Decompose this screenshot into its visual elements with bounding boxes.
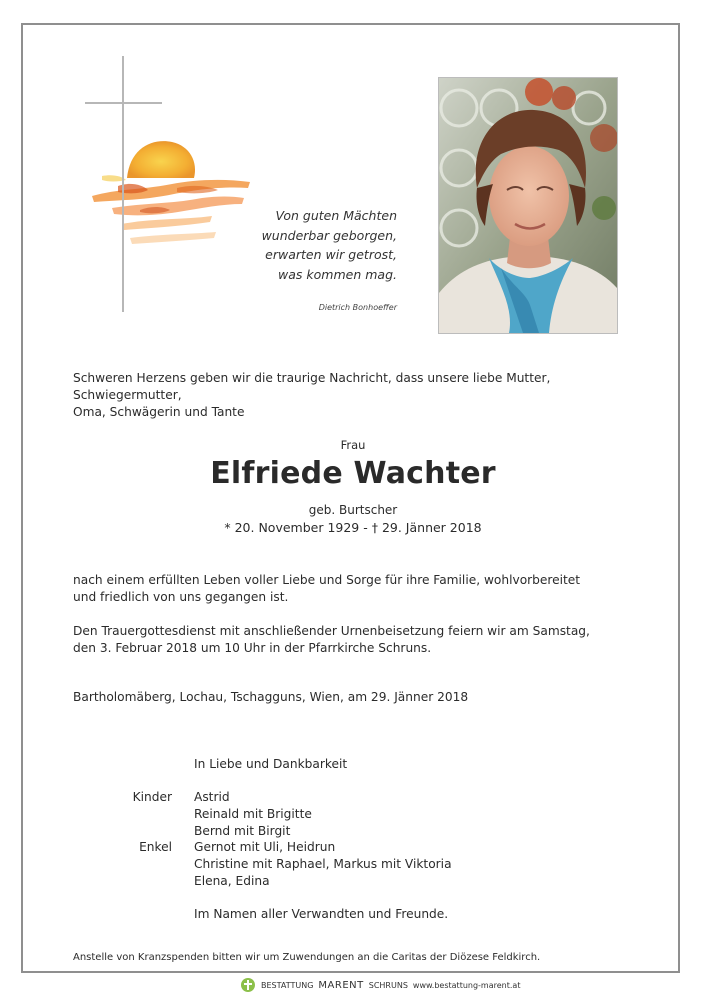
intro-line: Oma, Schwägerin und Tante (73, 405, 245, 419)
portrait-photo (438, 77, 618, 334)
passing-text (73, 572, 653, 606)
service-line: den 3. Februar 2018 um 10 Uhr in der Pfarrkirche Schruns. (73, 641, 432, 655)
quote-line: wunderbar geborgen, (261, 227, 397, 243)
cross-sunset-icon (82, 48, 258, 318)
place-date: Bartholomäberg, Lochau, Tschagguns, Wien, am 29. Jänner 2018 (73, 690, 469, 704)
list-item: Bernd mit Birgit (194, 823, 291, 838)
maiden-name: geb. Burtscher (308, 503, 398, 517)
enkel-label: Enkel (139, 840, 172, 854)
list-item: Reinald mit Brigitte (194, 806, 312, 821)
life-dates: * 20. November 1929 - † 29. Jänner 2018 (224, 520, 482, 535)
kinder-list (194, 789, 312, 839)
bonhoeffer-quote (240, 206, 397, 284)
signature-closing: Im Namen aller Verwandten und Freunde. (194, 907, 449, 921)
quote-author: Dietrich Bonhoeffer (318, 303, 397, 312)
brand-website: www.bestattung-marent.at (412, 980, 521, 990)
passing-line: nach einem erfüllten Leben voller Liebe und Sorge für ihre Familie, wohlvorbereitet (73, 573, 581, 587)
passing-line: und friedlich von uns gegangen ist. (73, 590, 289, 604)
intro-line: Schweren Herzens geben wir die traurige Nachricht, dass unsere liebe Mutter, Schwiegermutter, (73, 371, 551, 402)
kinder-label: Kinder (132, 790, 172, 804)
brand-name: MARENT (318, 979, 364, 991)
funeral-home-logo (240, 976, 520, 994)
donation-note: Anstelle von Kranzspenden bitten wir um Zuwendungen an die Caritas der Diözese Feldkirch. (73, 952, 541, 963)
brand-prefix: BESTATTUNG (261, 980, 314, 990)
quote-line: was kommen mag. (278, 266, 397, 282)
list-item: Elena, Edina (194, 873, 270, 888)
salutation: Frau (340, 438, 366, 452)
brand-city: SCHRUNS (368, 980, 408, 990)
intro-text (73, 370, 653, 421)
list-item: Astrid (194, 790, 230, 804)
cross-sunset-illustration (82, 48, 258, 318)
signature-opening: In Liebe und Dankbarkeit (194, 757, 348, 771)
service-line: Den Trauergottesdienst mit anschließender Urnenbeisetzung feiern wir am Samstag, (73, 624, 590, 638)
list-item: Christine mit Raphael, Markus mit Viktoria (194, 856, 452, 871)
service-text (73, 623, 653, 657)
deceased-name: Elfriede Wachter (210, 456, 496, 491)
leaf-logo-icon (240, 977, 256, 993)
enkel-list (194, 839, 452, 889)
quote-line: Von guten Mächten (275, 208, 397, 223)
quote-line: erwarten wir getrost, (265, 247, 397, 262)
list-item: Gernot mit Uli, Heidrun (194, 840, 336, 854)
portrait-icon (439, 78, 617, 333)
